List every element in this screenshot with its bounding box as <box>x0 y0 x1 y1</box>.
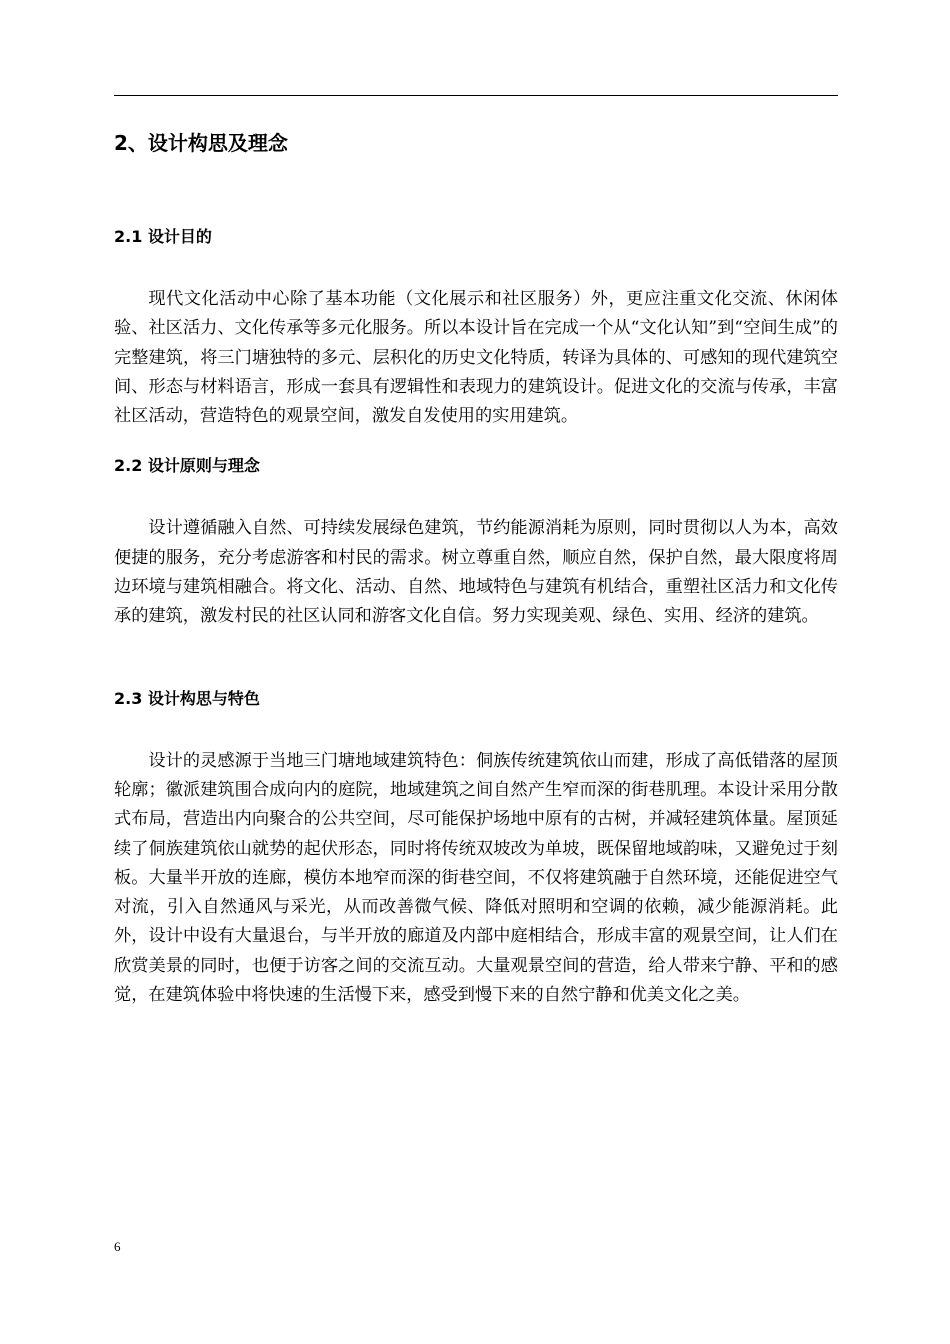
chapter-title: 2、设计构思及理念 <box>114 131 288 155</box>
section-heading-2-3: 2.3 设计构思与特色 <box>114 688 260 708</box>
section-paragraph-2-2: 设计遵循融入自然、可持续发展绿色建筑，节约能源消耗为原则，同时贯彻以人为本，高效便捷的服务，充分考虑游客和村民的需求。树立尊重自然，顺应自然，保护自然，最大限度将周边环境与建筑相融合。将文化、活动、自然、地域特色与建筑有机结合，重塑社区活力和文化传承的建筑，激发村民的社区认同和游客文化自信。努力实现美观、绿色、实用、经济的建筑。 <box>114 518 838 627</box>
section-heading-2-1: 2.1 设计目的 <box>114 227 212 246</box>
page-content <box>114 128 838 1010</box>
section-paragraph-2-3: 设计的灵感源于当地三门塘地域建筑特色：侗族传统建筑依山而建，形成了高低错落的屋顶轮廓；徽派建筑围合成向内的庭院，地域建筑之间自然产生窄而深的街巷肌理。本设计采用分散式布局，营造出内向聚合的公共空间，尽可能保护场地中原有的古树，并减轻建筑体量。屋顶延续了侗族建筑依山就势的起伏形态，同时将传统双坡改为单坡，既保留地域韵味，又避免过于刻板。大量半开放的连廊，模仿本地窄而深的街巷空间，不仅将建筑融于自然环境，还能促进空气对流，引入自然通风与采光，从而改善微气候、降低对照明和空调的依赖，减少能源消耗。此外，设计中设有大量退台，与半开放的廊道及内部中庭相结合，形成丰富的观景空间，让人们在欣赏美景的同时，也便于访客之间的交流互动。大量观景空间的营造，给人带来宁静、平和的感觉，在建筑体验中将快速的生活慢下来，感受到慢下来的自然宁静和优美文化之美。 <box>114 750 838 1006</box>
section-paragraph-2-1: 现代文化活动中心除了基本功能（文化展示和社区服务）外，更应注重文化交流、休闲体验、社区活力、文化传承等多元化服务。所以本设计旨在完成一个从“文化认知”到“空间生成”的完整建筑，将三门塘独特的多元、层积化的历史文化特质，转译为具体的、可感知的现代建筑空间、形态与材料语言，形成一套具有逻辑性和表现力的建筑设计。促进文化的交流与传承，丰富社区活动，营造特色的观景空间，激发自发使用的实用建筑。 <box>114 289 838 427</box>
section-heading-2-2: 2.2 设计原则与理念 <box>114 456 260 476</box>
page-number: 6 <box>114 1239 121 1254</box>
header-rule <box>114 95 838 96</box>
